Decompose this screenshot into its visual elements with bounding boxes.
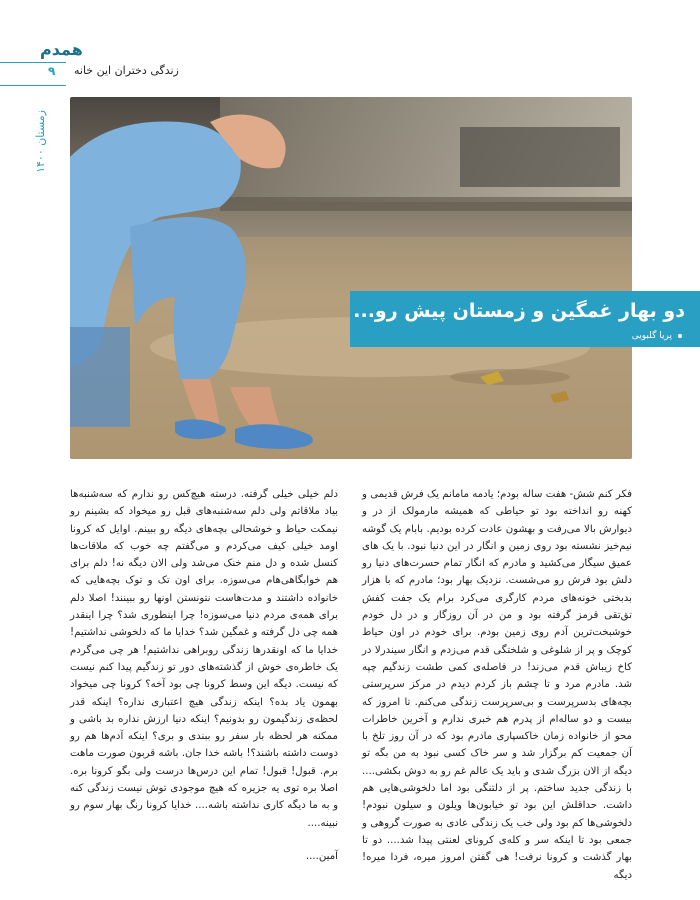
page-number-bar xyxy=(0,62,66,86)
byline xyxy=(350,327,682,345)
closing-amen: آمین.... xyxy=(305,850,338,862)
magazine-logo: همدم xyxy=(40,40,83,59)
article-photo xyxy=(70,97,632,459)
page-number: ۹ xyxy=(48,64,56,78)
seated-person-photo-illustration xyxy=(70,97,632,459)
author-name: پریا گلبویی xyxy=(631,331,672,341)
article-body-left: دلم خیلی خیلی گرفته. درسته هیچ‌کس رو ندارم که سه‌شنبه‌ها بیاد ملاقاتم ولی دلم سه‌شنبه‌های قبل رو میخواد که بشینم رو نیمکت حیاط و خوشحالی بچه‌های دیگه رو ببینم. اوایل که کرونا اومد خیلی کیف می‌کردم و می‌گفتم چه خوب که ملاقات‌ها کنسل شده و دل منم خنک می‌شد ولی الان دیگه نه! دلم برای هم خوابگاهی‌هام می‌سوزه. برای اون تک و توک بچه‌هایی که خانواده داشتند و مدت‌هاست نتونستن اونها رو ببینند! اصلا دلم برای همه‌ی مردم دنیا می‌سوزه! چرا اینطوری شد؟ چرا اینقدر همه چی دل گرفته و غمگین شد؟ خدایا ما که دلخوشی نداشتیم! خدایا ما که اونقدرها زندگی روبراهی نداشتیم! هر چی می‌گردم یک خاطره‌ی خوش از گذشته‌های دور تو زندگیم پیدا کنم نیست که نیست. دیگه این وسط کرونا چی بود آخه؟ کرونا چی میخواد بهمون یاد بده؟ اینکه زندگی هیچ اعتباری نداره؟ اینکه قدر لحظه‌ی زندگیمون رو بدونیم؟ اینکه دنیا ارزش نداره بد باشی و ممکنه هر لحظه بار سفر رو ببندی و بری؟ اینکه آدم‌ها هم رو دوست داشته باشند؟! باشه خدا جان. باشه قربون صورت ماهت برم. قبول! قبول! تمام این درس‌ها درست ولی بگو کرونا بره. اصلا بره توی یه جزیره که هیچ موجودی توش نیست زندگی کنه و به ما دیگه کاری نداشته باشه.... خدایا کرونا رنگ بهار سوم رو نبینه.... xyxy=(70,489,338,829)
article-title: دو بهار غمگین و زمستان پیش رو... xyxy=(353,300,685,322)
byline-bullet-icon xyxy=(678,334,682,338)
section-title: زندگی دختران این خانه xyxy=(74,64,179,77)
article-body-right: فکر کنم شش- هفت ساله بودم؛ یادمه مامانم یک فرش قدیمی و کهنه رو انداخته بود تو حیاطی که همیشه مارمولک از در و دیوارش بالا می‌رفت و بهشون عادت کرده بودیم. بابام یک گوشه نیم‌خیز نشسته بود روی زمین و انگار در این دنیا نبود. با یک های عمیق سیگار می‌کشید و مادرم که انگار تمام حسرت‌های دنیا رو دلش بود فرش رو می‌شست. نزدیک بهار بود؛ مادرم که با هزار بدبختی خونه‌های مردم کارگری می‌کرد برام یک جفت کفش تق‌تقی قرمز گرفته بود و من در آن روزگار و در دل خودم خوشبخت‌ترین آدم روی زمین بودم. برای خودم در اون حیاط کوچک و پر از شلوغی و شلختگی قدم می‌زدم و انگار سیندرلا در کاخ زیباش قدم می‌زند! در فاصله‌ی کمی طشت زندگیم چپه شد. مادرم مرد و تا چشم باز کردم دیدم در مرکز سرپرستی بچه‌های بدسرپرست و بی‌سرپرست زندگی می‌کنم. تا امروز که بیست و دو ساله‌ام از پدرم هم خبری ندارم و آخرین خاطرات محو از خانواده زمان خاکسپاری مادرم بود که در آن روز تلخ با آن جمعیت کم برگزار شد و سر خاک کسی نبود به من بگه تو دیگه از الان بزرگ شدی و باید یک عالم غم رو به دوش بکشی.... با زندگی جدید ساختم. پر از دلتنگی بود اما دلخوشی‌هایی هم داشت. حداقلش این بود تو خیابون‌ها ویلون و سیلون نبودم! دلخوشی‌ها کم بود ولی خب یک زندگی عادی به صورت گروهی و جمعی بود تا اینکه سر و کله‌ی کرونای لعنتی پیدا شد.... دو تا بهار گذشت و کرونا نرفت! هی گفتن امروز میره، فردا میره! دیگه xyxy=(362,489,632,881)
article-column-right xyxy=(362,486,632,884)
issue-season: زمستان ۱۴۰۰ xyxy=(34,110,47,173)
article-column-left xyxy=(70,486,338,865)
